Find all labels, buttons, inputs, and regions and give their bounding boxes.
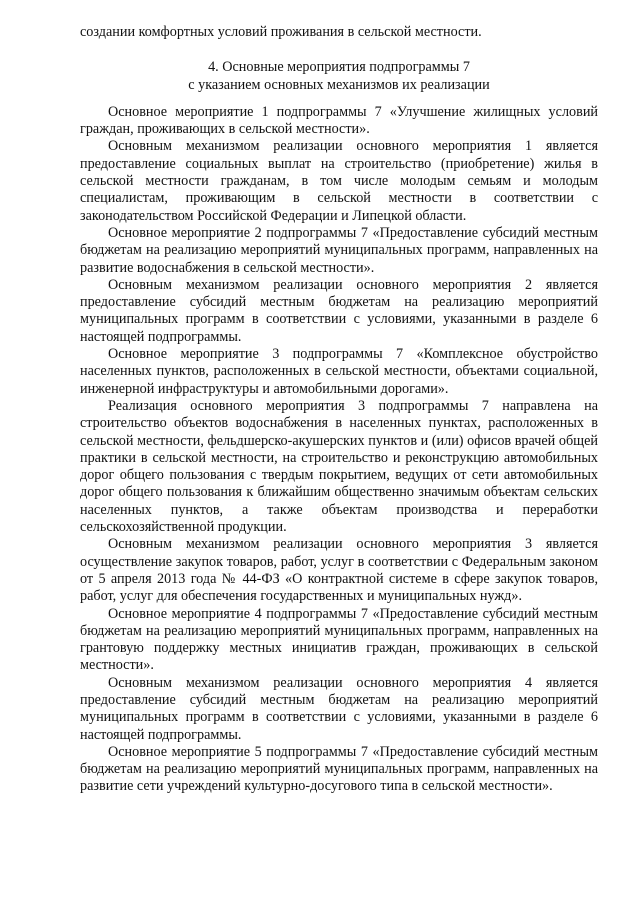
paragraph-mechanism-4: Основным механизмом реализации основного мероприятия 4 является предоставление субсидий местным бюджетам на реализацию мероприятий муниципальных программ в соответствии с условиями, указанными в разделе 6 настоящей подпрограммы. — [80, 674, 598, 743]
paragraph-measure-4: Основное мероприятие 4 подпрограммы 7 «Предоставление субсидий местным бюджетам на реализацию мероприятий муниципальных программ, направленных на грантовую поддержку местных инициатив граждан, проживающих в сельской местности». — [80, 605, 598, 674]
paragraph-measure-3: Основное мероприятие 3 подпрограммы 7 «Комплексное обустройство населенных пунктов, расположенных в сельской местности, объектами социальной, инженерной инфраструктуры и автомобильными дорогами». — [80, 346, 598, 397]
intro-line: создании комфортных условий проживания в сельской местности. — [80, 24, 482, 40]
document-page — [80, 24, 598, 796]
paragraph-mechanism-3: Основным механизмом реализации основного мероприятия 3 является осуществление закупок товаров, работ, услуг в соответствии с Федеральным законом от 5 апреля 2013 года № 44-ФЗ «О контрактной системе в сфере закупок товаров, работ, услуг для обеспечения государственных и муниципальных нужд». — [80, 536, 598, 605]
paragraph-mechanism-2: Основным механизмом реализации основного мероприятия 2 является предоставление субсидий местным бюджетам на реализацию мероприятий муниципальных программ в соответствии с условиями, указанными в разделе 6 настоящей подпрограммы. — [80, 276, 598, 345]
section-heading — [80, 59, 598, 94]
paragraph-mechanism-1: Основным механизмом реализации основного мероприятия 1 является предоставление социальных выплат на строительство (приобретение) жилья в сельской местности гражданам, в том числе молодым семьям и молодым специалистам, проживающим в сельской местности в соответствии с законодательством Российской Федерации и Липецкой области. — [80, 138, 598, 224]
paragraph-measure-2: Основное мероприятие 2 подпрограммы 7 «Предоставление субсидий местным бюджетам на реализацию мероприятий муниципальных программ, направленных на развитие водоснабжения в сельской местности». — [80, 224, 598, 276]
section-heading-line-2: с указанием основных механизмов их реализации — [188, 76, 490, 93]
section-heading-line-1: 4. Основные мероприятия подпрограммы 7 — [208, 59, 470, 76]
paragraph-implementation-3: Реализация основного мероприятия 3 подпрограммы 7 направлена на строительство объектов водоснабжения в населенных пунктах, расположенных в сельской местности, фельдшерско-акушерских пунктов и (или) офисов врачей общей практики в сельской местности, на строительство и реконструкцию автомобильных дорог общего пользования с твердым покрытием, ведущих от сети автомобильных дорог общего пользования к ближайшим общественно значимым объектам сельских населенных пунктов, а также объектам производства и переработки сельскохозяйственной продукции. — [80, 397, 598, 536]
paragraph-measure-5: Основное мероприятие 5 подпрограммы 7 «Предоставление субсидий местным бюджетам на реализацию мероприятий муниципальных программ, направленных на развитие сети учреждений культурно-досугового типа в сельской местности». — [80, 743, 598, 795]
paragraph-measure-1: Основное мероприятие 1 подпрограммы 7 «Улучшение жилищных условий граждан, проживающих в сельской местности». — [80, 103, 598, 138]
